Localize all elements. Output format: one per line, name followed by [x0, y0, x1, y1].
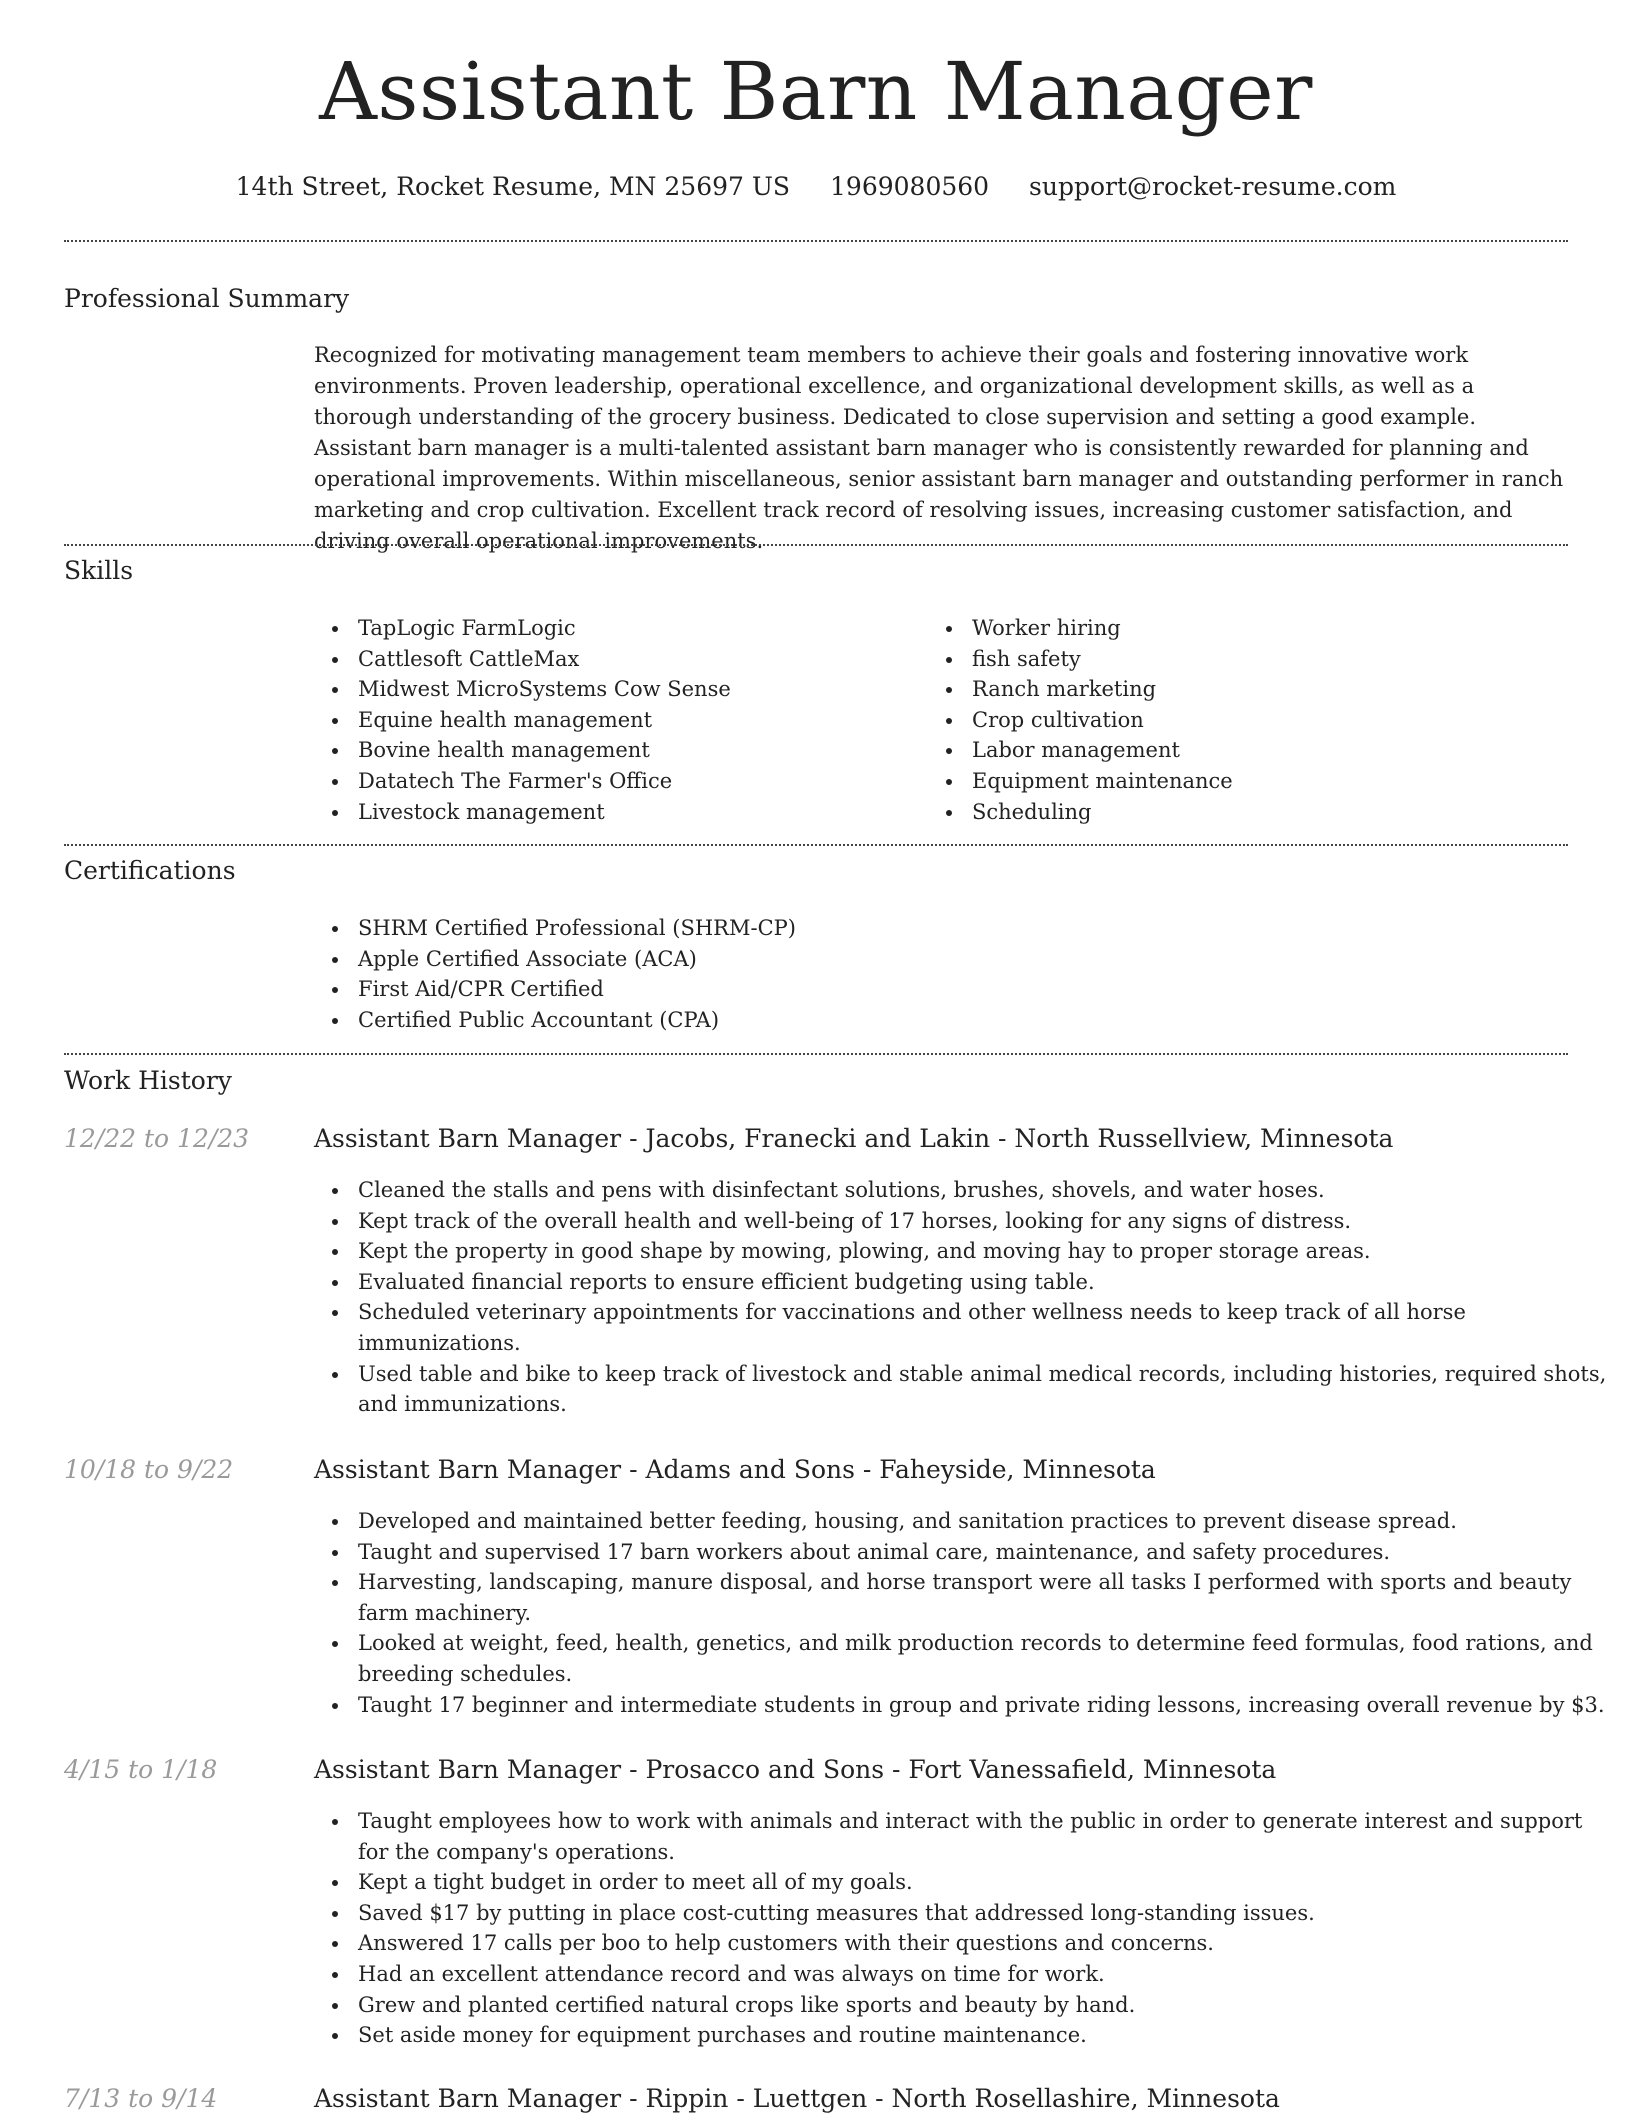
job-bullet: Taught 17 beginner and intermediate students in group and private riding lessons, increasing overall revenue by $3.: [358, 1690, 1614, 1721]
job-dates: 12/22 to 12/23: [64, 1124, 250, 1153]
job-bullet: Grew and planted certified natural crops like sports and beauty by hand.: [358, 1990, 1614, 2021]
skill-item: fish safety: [972, 644, 1572, 675]
section-title-skills: Skills: [64, 556, 134, 585]
contact-line: [0, 172, 1632, 201]
job-title: Assistant Barn Manager - Adams and Sons - Faheyside, Minnesota: [314, 1455, 1156, 1484]
job-dates: 4/15 to 1/18: [64, 1755, 218, 1784]
phone: 1969080560: [830, 172, 990, 201]
job-bullet: Looked at weight, feed, health, genetics, and milk production records to determine feed formulas, food rations, and breeding schedules.: [358, 1628, 1614, 1689]
skill-item: Equipment maintenance: [972, 766, 1572, 797]
divider: [64, 240, 1568, 242]
certifications-list: [314, 913, 1558, 1035]
job-bullets: [314, 1506, 1614, 1720]
section-title-work-history: Work History: [64, 1066, 232, 1095]
skill-item: Labor management: [972, 735, 1572, 766]
job-bullet: Kept the property in good shape by mowing, plowing, and moving hay to proper storage areas.: [358, 1236, 1614, 1267]
divider: [64, 844, 1568, 846]
skill-item: Midwest MicroSystems Cow Sense: [358, 674, 928, 705]
skill-item: Bovine health management: [358, 735, 928, 766]
job-bullet: Cleaned the stalls and pens with disinfectant solutions, brushes, shovels, and water hoses.: [358, 1175, 1614, 1206]
divider: [64, 1053, 1568, 1055]
section-title-summary: Professional Summary: [64, 284, 350, 313]
job-bullet: Had an excellent attendance record and was always on time for work.: [358, 1959, 1614, 1990]
job-bullet: Saved $17 by putting in place cost-cutting measures that addressed long-standing issues.: [358, 1898, 1614, 1929]
certification-item: Apple Certified Associate (ACA): [358, 944, 1558, 975]
skills-list-left: [314, 613, 928, 827]
certification-item: Certified Public Accountant (CPA): [358, 1005, 1558, 1036]
job-bullet: Taught employees how to work with animals and interact with the public in order to generate interest and support for the company's operations.: [358, 1806, 1614, 1867]
skills-list-right: [928, 613, 1572, 827]
skill-item: Livestock management: [358, 797, 928, 828]
skill-item: Worker hiring: [972, 613, 1572, 644]
section-title-certifications: Certifications: [64, 856, 236, 885]
job-bullet: Evaluated financial reports to ensure efficient budgeting using table.: [358, 1267, 1614, 1298]
certification-item: SHRM Certified Professional (SHRM-CP): [358, 913, 1558, 944]
job-bullet: Developed and maintained better feeding, housing, and sanitation practices to prevent disease spread.: [358, 1506, 1614, 1537]
job-bullet: Taught and supervised 17 barn workers about animal care, maintenance, and safety procedures.: [358, 1537, 1614, 1568]
certification-item: First Aid/CPR Certified: [358, 974, 1558, 1005]
skill-item: Ranch marketing: [972, 674, 1572, 705]
job-bullet: Scheduled veterinary appointments for vaccinations and other wellness needs to keep track of all horse immunizations.: [358, 1297, 1614, 1358]
job-bullet: Kept track of the overall health and well-being of 17 horses, looking for any signs of distress.: [358, 1206, 1614, 1237]
job-dates: 10/18 to 9/22: [64, 1455, 234, 1484]
address: 14th Street, Rocket Resume, MN 25697 US: [235, 172, 791, 201]
job-bullet: Harvesting, landscaping, manure disposal, and horse transport were all tasks I performed with sports and beauty farm machinery.: [358, 1567, 1614, 1628]
job-title: Assistant Barn Manager - Jacobs, Franecki and Lakin - North Russellview, Minnesota: [314, 1124, 1394, 1153]
skill-item: Cattlesoft CattleMax: [358, 644, 928, 675]
job-title: Assistant Barn Manager - Rippin - Luettgen - North Rosellashire, Minnesota: [314, 2084, 1280, 2113]
job-dates: 7/13 to 9/14: [64, 2084, 218, 2113]
skill-item: Scheduling: [972, 797, 1572, 828]
summary-text: Recognized for motivating management team members to achieve their goals and fostering innovative work environments. Proven leadership, operational excellence, and organizational development skills, as well as a thorough understanding of the grocery business. Dedicated to close supervision and setting a good example. Assistant barn manager is a multi-talented assistant barn manager who is consistently rewarded for planning and operational improvements. Within miscellaneous, senior assistant barn manager and outstanding performer in ranch marketing and crop cultivation. Excellent track record of resolving issues, increasing customer satisfaction, and driving overall operational improvements.: [314, 343, 1564, 553]
divider: [64, 544, 1568, 546]
job-bullets: [314, 1806, 1614, 2051]
skill-item: TapLogic FarmLogic: [358, 613, 928, 644]
job-bullet: Set aside money for equipment purchases and routine maintenance.: [358, 2020, 1614, 2051]
job-bullet: Answered 17 calls per boo to help customers with their questions and concerns.: [358, 1928, 1614, 1959]
skill-item: Crop cultivation: [972, 705, 1572, 736]
resume-name: Assistant Barn Manager: [319, 45, 1313, 138]
skill-item: Datatech The Farmer's Office: [358, 766, 928, 797]
job-bullets: [314, 1175, 1614, 1420]
skill-item: Equine health management: [358, 705, 928, 736]
job-title: Assistant Barn Manager - Prosacco and Sons - Fort Vanessafield, Minnesota: [314, 1755, 1277, 1784]
email: support@rocket-resume.com: [1029, 172, 1397, 201]
job-bullet: Used table and bike to keep track of livestock and stable animal medical records, including histories, required shots, and immunizations.: [358, 1359, 1614, 1420]
job-bullet: Kept a tight budget in order to meet all of my goals.: [358, 1867, 1614, 1898]
